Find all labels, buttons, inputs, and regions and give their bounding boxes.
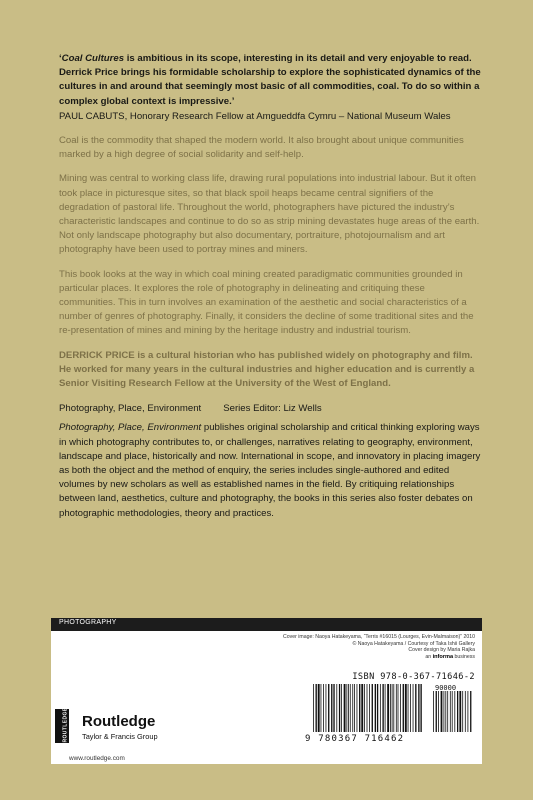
barcode-bar	[369, 684, 370, 732]
quote-book-title: Coal Cultures	[61, 53, 125, 64]
routledge-logo-mark	[55, 709, 69, 743]
category-label: PHOTOGRAPHY	[59, 619, 117, 626]
barcode-bar	[418, 684, 419, 732]
barcode-bar	[364, 684, 365, 732]
series-description	[59, 421, 484, 520]
barcode-bar	[398, 684, 399, 732]
barcode-bar	[372, 684, 373, 732]
barcode-bar	[361, 684, 363, 732]
barcode-bar	[326, 684, 327, 732]
cover-text	[59, 52, 484, 521]
endorsement-quote: ‘Coal Cultures is ambitious in its scope, interesting in its detail and very enjoyable to read. Derrick Price brings his formidable scholarship to explore the sophisticated dynamics of the cultures in and around that seemingly most basic of all commodities, coal. To do so within a complex global context is impressive.’	[59, 53, 481, 107]
barcode-bar	[344, 684, 346, 732]
barcode-bar	[359, 684, 360, 732]
barcode-bar	[413, 684, 414, 732]
barcode-bar	[348, 684, 349, 732]
cover-credits	[283, 634, 475, 660]
barcode-bar	[367, 684, 368, 732]
barcode-bar	[316, 684, 317, 732]
description-paragraph-1: Coal is the commodity that shaped the modern world. It also brought about unique communities marked by a high degree of social solidarity and self-help.	[59, 135, 464, 161]
barcode-addon-bar	[454, 691, 455, 732]
barcode-bar	[382, 684, 383, 732]
barcode-addon-bar	[436, 691, 437, 732]
barcode-bar	[333, 684, 334, 732]
barcode-bar	[341, 684, 342, 732]
barcode-addon-bar	[438, 691, 439, 732]
credit-design: Cover design by Maria Rajka	[408, 647, 475, 654]
barcode-bar	[354, 684, 355, 732]
barcode-bar	[339, 684, 340, 732]
barcode-bar	[396, 684, 397, 732]
barcode	[313, 684, 473, 734]
endorsement-attribution: PAUL CABUTS, Honorary Research Fellow at Amgueddfa Cymru – National Museum Wales	[59, 110, 451, 122]
barcode-bar	[420, 684, 421, 732]
barcode-bar	[318, 684, 320, 732]
barcode-bar	[313, 684, 314, 732]
barcode-bar	[352, 684, 353, 732]
barcode-bar	[392, 684, 393, 732]
barcode-addon-bar	[465, 691, 466, 732]
barcode-bar	[415, 684, 416, 732]
barcode-bar	[408, 684, 409, 732]
publisher-subtitle: Taylor & Francis Group	[82, 732, 158, 741]
barcode-addon-bar	[452, 691, 453, 732]
barcode-bar	[380, 684, 381, 732]
barcode-addon-bar	[459, 691, 461, 732]
barcode-addon-bar	[470, 691, 471, 732]
series-line	[59, 402, 484, 416]
credit-copyright: © Naoya Hatakeyama / Courtesy of Taka Ishii Gallery	[352, 640, 475, 647]
publisher-name: Routledge	[82, 713, 156, 730]
description-paragraph-3: This book looks at the way in which coal mining created paradigmatic communities grounded in particular places. It explores the role of photography in delineating and critiquing these communities. This in turn involves an examination of the aesthetic and social characteristics of a number of genres of photography. Finally, it considers the decline of some traditional sites and the re-presentation of mines and mining by the heritage industry and industrial tourism.	[59, 268, 474, 337]
author-bio: DERRICK PRICE is a cultural historian who has published widely on photography and film. He worked for many years in the cultural industries and higher education and is currently a Senior Visiting Research Fellow at the University of the West of England.	[59, 349, 475, 390]
barcode-addon-bar	[457, 691, 458, 732]
barcode-bar	[410, 684, 411, 732]
barcode-bar	[375, 684, 376, 732]
barcode-addon-bar	[444, 691, 445, 732]
isbn-text: ISBN 978-0-367-71646-2	[352, 672, 475, 682]
barcode-addon-bar	[445, 691, 446, 732]
barcode-bar	[323, 684, 324, 732]
publisher-panel	[51, 631, 482, 764]
publisher-url: www.routledge.com	[69, 755, 125, 762]
barcode-addon-bar	[462, 691, 463, 732]
barcode-addon-bar	[468, 691, 469, 732]
informa-brand: informa	[432, 653, 454, 660]
series-editor: Series Editor: Liz Wells	[223, 403, 322, 415]
barcode-bar	[385, 684, 386, 732]
barcode-bar	[393, 684, 394, 732]
barcode-bar	[350, 684, 351, 732]
barcode-addon-bar	[450, 691, 451, 732]
barcode-bar	[387, 684, 389, 732]
barcode-addon-bar	[447, 691, 448, 732]
barcode-bar	[331, 684, 332, 732]
credit-image: Cover image: Naoya Hatakeyama, “Terris #16015 (Lourges, Evin-Malmaison)” 2010	[282, 634, 475, 640]
barcode-bar	[336, 684, 337, 732]
barcode-bar	[400, 684, 401, 732]
series-description-text: publishes original scholarship and critical thinking exploring ways in which photography contributes to, or challenges, narratives relating to geography, environment, landscape and place, historically and now. International in scope, and innovatory in placing imagery as both the object and the method of enquiry, the series includes single-authored and edited volumes by new scholars as well as established names in the field. By critiquing relationships between land, aesthetics, culture and photography, the books in this series also foster debates on photographic methodologies, theory and practices.	[59, 422, 481, 519]
barcode-number: 9 780367 716462	[305, 734, 405, 744]
logo-spine-text: ROUTLEDGE	[62, 707, 69, 743]
barcode-bar	[377, 684, 378, 732]
barcode-bar	[403, 684, 404, 732]
barcode-bar	[346, 684, 347, 732]
barcode-bar	[321, 684, 322, 732]
barcode-bar	[405, 684, 407, 732]
informa-line: an informa business	[425, 653, 475, 660]
barcode-bar	[357, 684, 358, 732]
barcode-addon-bar	[433, 691, 434, 732]
quote-text: is ambitious in its scope, interesting in its detail and very enjoyable to read. Derrick Price brings his formidable scholarship to explore the sophisticated dynamics of the cultures in and around that seemingly most basic of all commodities, coal. To do so within a complex global context is impressive.’	[59, 53, 481, 107]
barcode-addon-bar	[441, 691, 443, 732]
series-name: Photography, Place, Environment	[59, 403, 202, 415]
category-bar	[51, 618, 482, 631]
series-title-italic: Photography, Place, Environment	[59, 422, 202, 434]
description-paragraph-2: Mining was central to working class life, drawing rural populations into industrial labour. But it often took place in picturesque sites, so that black spoil heaps became central signifiers of the degradation of pastoral life. Throughout the world, photographers have pictured the industry’s characteristic landscapes and continue to do so as strip mining devastates huge areas of the earth. Not only landscape photography but also documentary, portraiture, photojournalism and art photography have been used to portray mines and miners.	[59, 173, 480, 256]
barcode-bar	[328, 684, 329, 732]
barcode-addon-digits: 90000	[435, 684, 457, 692]
barcode-bar	[390, 684, 391, 732]
